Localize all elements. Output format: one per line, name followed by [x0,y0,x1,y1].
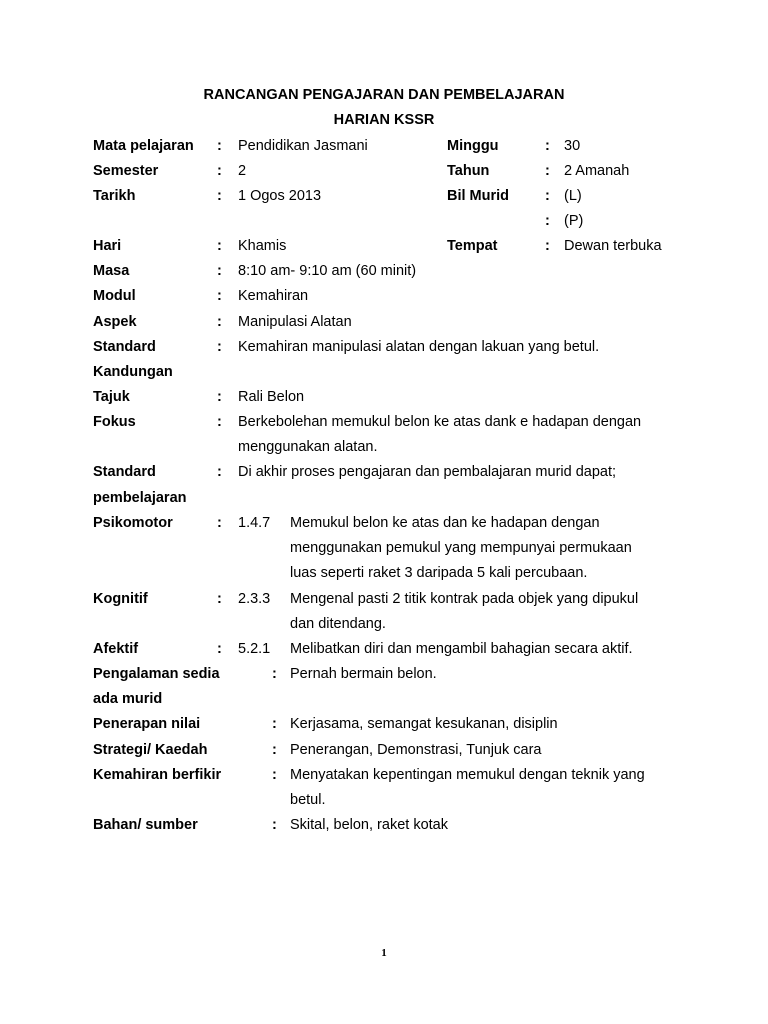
field-value: Kemahiran manipulasi alatan dengan lakuan yang betul. [238,339,600,355]
field-label: Masa [93,263,130,279]
field-label: Bahan/ sumber [93,817,198,833]
colon: : [545,138,550,154]
row-kemahiran-berfikir-cont [0,790,768,815]
colon: : [217,238,222,254]
colon: : [545,238,550,254]
colon: : [217,314,222,330]
objective-text: Memukul belon ke atas dan ke hadapan dengan [290,515,600,531]
field-value: Pendidikan Jasmani [238,138,368,154]
objective-text: Melibatkan diri dan mengambil bahagian secara aktif. [290,641,633,657]
field-value: 2 Amanah [564,163,630,179]
row-kemahiran-berfikir [0,765,768,790]
field-label: pembelajaran [93,490,187,506]
colon: : [217,263,222,279]
row-modul [0,286,768,311]
colon: : [272,666,277,682]
field-value: betul. [290,792,326,808]
field-label: Tarikh [93,188,136,204]
row-strategi-kaedah [0,740,768,765]
field-label: Fokus [93,414,136,430]
row-kognitif [0,589,768,614]
field-label: Modul [93,288,136,304]
row-masa [0,261,768,286]
colon: : [272,742,277,758]
field-label: Tahun [447,163,490,179]
field-value: Skital, belon, raket kotak [290,817,448,833]
colon: : [272,817,277,833]
field-label: Standard [93,464,156,480]
field-value: Penerangan, Demonstrasi, Tunjuk cara [290,742,542,758]
row-kognitif-cont [0,614,768,639]
field-label: Aspek [93,314,137,330]
field-label: Hari [93,238,122,254]
field-value: Di akhir proses pengajaran dan pembalajaran murid dapat; [238,464,617,480]
field-value: Manipulasi Alatan [238,314,352,330]
field-value: (L) [564,188,582,204]
field-label: Penerapan nilai [93,716,201,732]
field-value: 2 [238,163,247,179]
colon: : [217,414,222,430]
row-fokus [0,412,768,437]
field-label: Kandungan [93,364,173,380]
field-value: (P) [564,213,584,229]
field-value: 30 [564,138,581,154]
field-label: Minggu [447,138,499,154]
objective-code: 5.2.1 [238,641,271,657]
field-label: Pengalaman sedia [93,666,220,682]
row-bahan-sumber [0,815,768,840]
field-label: Kognitif [93,591,148,607]
colon: : [217,389,222,405]
colon: : [217,464,222,480]
colon: : [217,641,222,657]
objective-text: Mengenal pasti 2 titik kontrak pada objek yang dipukul [290,591,639,607]
colon: : [545,163,550,179]
colon: : [272,767,277,783]
field-value: menggunakan alatan. [238,439,378,455]
objective-text: luas seperti raket 3 daripada 5 kali percubaan. [290,565,588,581]
field-value: Menyatakan kepentingan memukul dengan teknik yang [290,767,645,783]
colon: : [272,716,277,732]
field-label: Standard [93,339,156,355]
field-label: Tajuk [93,389,130,405]
objective-code: 1.4.7 [238,515,271,531]
row-psikomotor-cont2 [0,563,768,588]
row-ada-murid [0,689,768,714]
field-value: Rali Belon [238,389,305,405]
field-label: Psikomotor [93,515,173,531]
row-pengalaman-sedia [0,664,768,689]
page-number: 1 [381,947,387,959]
objective-text: menggunakan pemukul yang mempunyai permukaan [290,540,632,556]
row-mata-pelajaran [0,136,768,161]
row-tarikh [0,186,768,211]
field-label: Bil Murid [447,188,510,204]
field-value: Kemahiran [238,288,309,304]
colon: : [217,339,222,355]
row-psikomotor [0,513,768,538]
row-afektif [0,639,768,664]
field-label: Kemahiran berfikir [93,767,222,783]
field-label: Mata pelajaran [93,138,194,154]
row-fokus-cont [0,437,768,462]
row-tajuk [0,387,768,412]
objective-code: 2.3.3 [238,591,271,607]
row-kandungan [0,362,768,387]
row-standard-pembelajaran [0,462,768,487]
field-value: 8:10 am- 9:10 am (60 minit) [238,263,417,279]
row-standard-kandungan [0,337,768,362]
colon: : [545,213,550,229]
document-title-line2: HARIAN KSSR [333,112,435,128]
row-psikomotor-cont1 [0,538,768,563]
field-value: Dewan terbuka [564,238,662,254]
field-value: 1 Ogos 2013 [238,188,322,204]
row-penerapan-nilai [0,714,768,739]
field-value: Pernah bermain belon. [290,666,437,682]
colon: : [545,188,550,204]
field-label: Afektif [93,641,139,657]
field-label: ada murid [93,691,163,707]
colon: : [217,138,222,154]
field-value: Kerjasama, semangat kesukanan, disiplin [290,716,558,732]
document-title-line1: RANCANGAN PENGAJARAN DAN PEMBELAJARAN [203,87,565,103]
field-value: Khamis [238,238,287,254]
colon: : [217,188,222,204]
row-aspek [0,312,768,337]
field-label: Semester [93,163,159,179]
row-semester [0,161,768,186]
field-label: Strategi/ Kaedah [93,742,208,758]
objective-text: dan ditendang. [290,616,386,632]
field-label: Tempat [447,238,498,254]
row-pembelajaran [0,488,768,513]
colon: : [217,515,222,531]
row-hari [0,236,768,261]
colon: : [217,163,222,179]
colon: : [217,288,222,304]
field-value: Berkebolehan memukul belon ke atas dank e hadapan dengan [238,414,642,430]
row-bil-murid-p [0,211,768,236]
colon: : [217,591,222,607]
